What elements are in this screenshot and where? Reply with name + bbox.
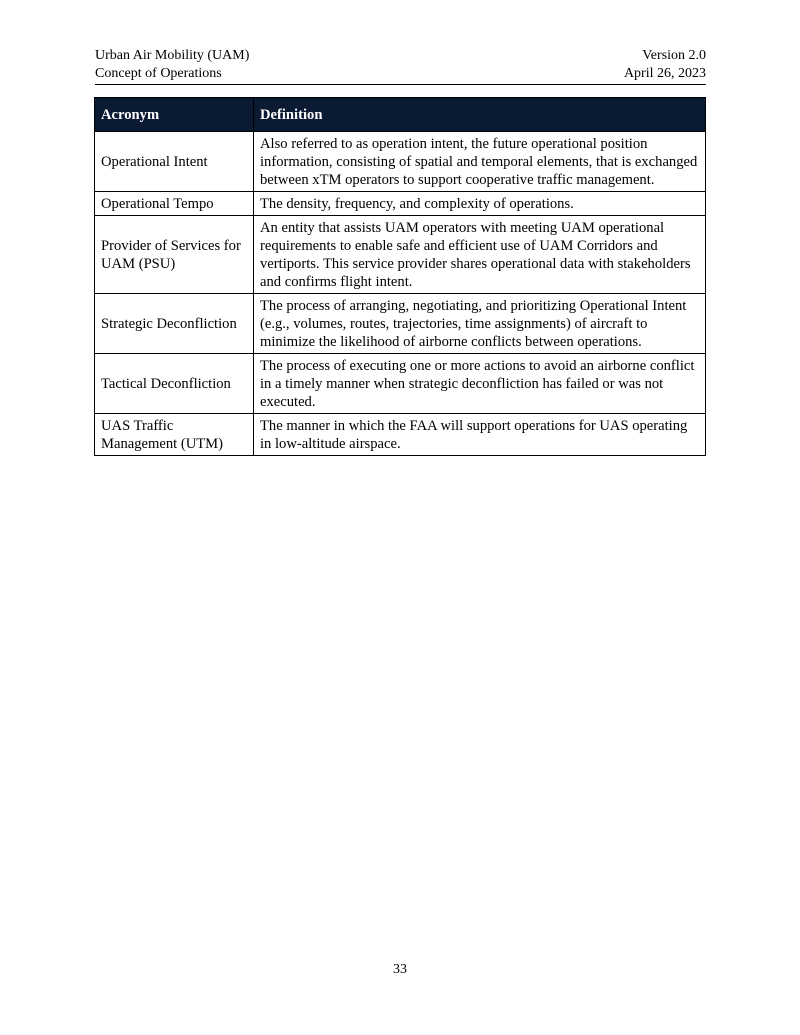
- column-header-definition: Definition: [254, 98, 706, 132]
- definition-cell: Also referred to as operation intent, the future operational position information, consisting of spatial and temporal elements, that is exchanged between xTM operators to support cooperative traffic management.: [254, 132, 706, 192]
- acronym-cell: UAS Traffic Management (UTM): [95, 414, 254, 456]
- header-row-top: [95, 47, 706, 65]
- document-date: April 26, 2023: [623, 66, 706, 81]
- acronym-cell: Strategic Deconfliction: [95, 294, 254, 354]
- definition-cell: The manner in which the FAA will support operations for UAS operating in low-altitude airspace.: [254, 414, 706, 456]
- acronym-cell: Provider of Services for UAM (PSU): [95, 216, 254, 294]
- definition-cell: The density, frequency, and complexity of operations.: [254, 192, 706, 216]
- column-header-acronym: Acronym: [95, 98, 254, 132]
- page-number: 33: [393, 962, 407, 977]
- page-header: [95, 47, 706, 85]
- acronym-cell: Operational Tempo: [95, 192, 254, 216]
- table-row: [95, 354, 706, 414]
- table-row: [95, 192, 706, 216]
- definition-cell: The process of arranging, negotiating, and prioritizing Operational Intent (e.g., volumes, routes, trajectories, time assignments) of aircraft to minimize the likelihood of airborne conflicts between operations.: [254, 294, 706, 354]
- document-version: Version 2.0: [642, 48, 706, 63]
- header-row-bottom: [95, 65, 706, 83]
- table-header-row: [95, 98, 706, 132]
- table-row: [95, 294, 706, 354]
- document-subtitle: Concept of Operations: [95, 66, 222, 81]
- definition-cell: An entity that assists UAM operators with meeting UAM operational requirements to enable safe and efficient use of UAM Corridors and vertiports. This service provider shares operational data with stakeholders and confirms flight intent.: [254, 216, 706, 294]
- document-title: Urban Air Mobility (UAM): [95, 48, 250, 63]
- table-row: [95, 216, 706, 294]
- acronym-cell: Operational Intent: [95, 132, 254, 192]
- table-row: [95, 132, 706, 192]
- acronym-table: [94, 97, 706, 456]
- acronym-cell: Tactical Deconfliction: [95, 354, 254, 414]
- table-row: [95, 414, 706, 456]
- definition-cell: The process of executing one or more actions to avoid an airborne conflict in a timely manner when strategic deconfliction has failed or was not executed.: [254, 354, 706, 414]
